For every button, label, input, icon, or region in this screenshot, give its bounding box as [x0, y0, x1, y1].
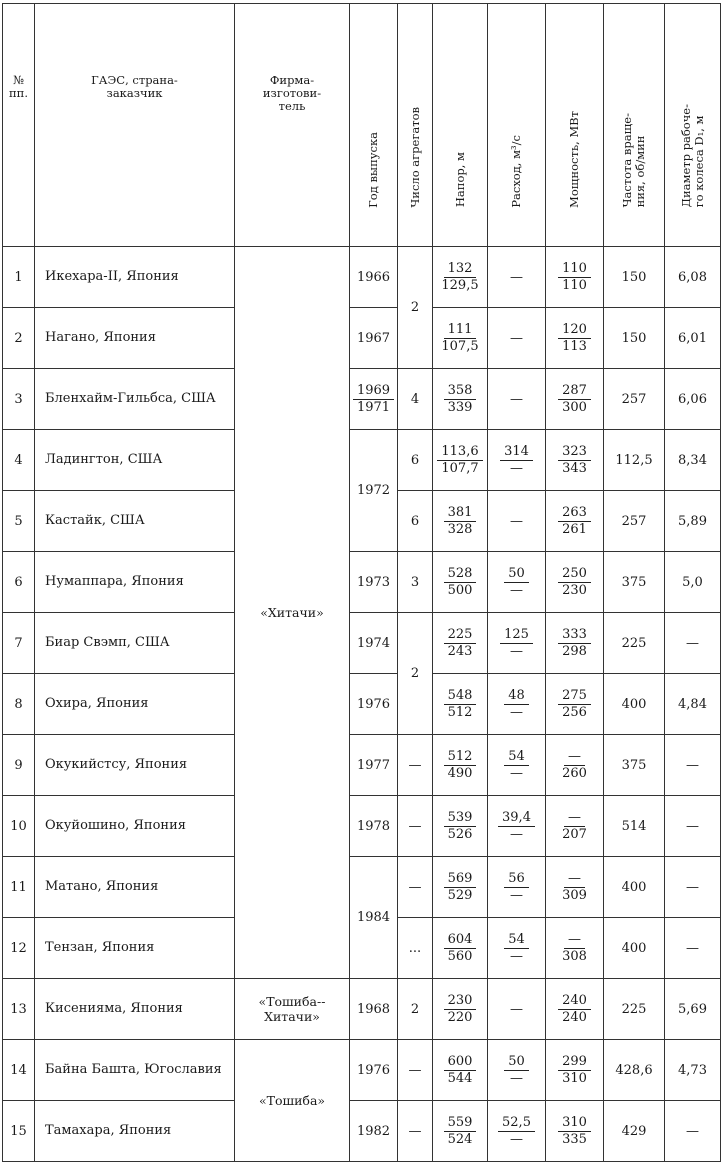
row-num: 15: [3, 1101, 35, 1162]
flow-cell: —: [488, 247, 546, 308]
year-cell: 1977: [350, 735, 398, 796]
station-name: Икехара-II, Япония: [35, 247, 235, 308]
header-year-cell: [350, 4, 398, 247]
diameter-cell: 6,06: [665, 369, 721, 430]
table-row: [3, 552, 721, 613]
head-cell: $\frac{113,6}{107,7}$: [433, 430, 488, 491]
speed-cell: 400: [604, 918, 665, 979]
year-cell: 1968: [350, 979, 398, 1040]
head-cell: $\frac{569}{529}$: [433, 857, 488, 918]
speed-cell: 429: [604, 1101, 665, 1162]
row-num: 1: [3, 247, 35, 308]
diameter-cell: 6,01: [665, 308, 721, 369]
speed-cell: 225: [604, 979, 665, 1040]
power-cell: $\frac{110}{110}$: [546, 247, 604, 308]
diameter-cell: 6,08: [665, 247, 721, 308]
speed-cell: 514: [604, 796, 665, 857]
power-cell: $\frac{287}{300}$: [546, 369, 604, 430]
station-name: Окукийстсу, Япония: [35, 735, 235, 796]
firm-toshiba-hitachi: «Тошиба-- Хитачи»: [235, 979, 350, 1040]
flow-cell: $\frac{48}{—}$: [488, 674, 546, 735]
header-year: Год выпуска: [366, 131, 380, 208]
firm-toshiba: «Тошиба»: [235, 1040, 350, 1162]
table-row: [3, 796, 721, 857]
diameter-cell: 4,73: [665, 1040, 721, 1101]
table-row: [3, 735, 721, 796]
header-units: Число агрегатов: [407, 106, 422, 208]
diameter-cell: 8,34: [665, 430, 721, 491]
flow-cell: $\frac{54}{—}$: [488, 918, 546, 979]
header-diameter-cell: [665, 4, 721, 247]
table-row: [3, 247, 721, 308]
units-cell: ...: [398, 918, 433, 979]
units-cell: —: [398, 735, 433, 796]
table-row: [3, 613, 721, 674]
table-row: [3, 1101, 721, 1162]
power-cell: $\frac{250}{230}$: [546, 552, 604, 613]
row-num: 2: [3, 308, 35, 369]
power-cell: $\frac{275}{256}$: [546, 674, 604, 735]
station-name: Кастайк, США: [35, 491, 235, 552]
row-num: 9: [3, 735, 35, 796]
head-cell: $\frac{604}{560}$: [433, 918, 488, 979]
flow-cell: $\frac{314}{—}$: [488, 430, 546, 491]
header-flow: Расход, м³/с: [509, 134, 523, 208]
header-head-cell: [433, 4, 488, 247]
speed-cell: 400: [604, 674, 665, 735]
head-cell: $\frac{539}{526}$: [433, 796, 488, 857]
speed-cell: 428,6: [604, 1040, 665, 1101]
year-cell: 1966: [350, 247, 398, 308]
station-name: Бленхайм-Гильбса, США: [35, 369, 235, 430]
header-speed: Частота враще- ния, об/мин: [620, 113, 647, 208]
header-power-cell: [546, 4, 604, 247]
row-num: 11: [3, 857, 35, 918]
flow-cell: $\frac{39,4}{—}$: [488, 796, 546, 857]
header-head: Напор, м: [452, 152, 467, 208]
speed-cell: 400: [604, 857, 665, 918]
speed-cell: 225: [604, 613, 665, 674]
year-cell: 1976: [350, 674, 398, 735]
units-cell: 2: [398, 247, 433, 369]
diameter-cell: —: [665, 796, 721, 857]
header-flow-cell: [488, 4, 546, 247]
row-num: 14: [3, 1040, 35, 1101]
diameter-cell: 4,84: [665, 674, 721, 735]
speed-cell: 257: [604, 491, 665, 552]
flow-cell: —: [488, 369, 546, 430]
flow-cell: —: [488, 979, 546, 1040]
power-cell: $\frac{—}{308}$: [546, 918, 604, 979]
row-num: 6: [3, 552, 35, 613]
header-row: [3, 4, 721, 247]
row-num: 12: [3, 918, 35, 979]
year-cell: 1978: [350, 796, 398, 857]
row-num: 13: [3, 979, 35, 1040]
header-speed-cell: [604, 4, 665, 247]
table-row: [3, 369, 721, 430]
row-num: 5: [3, 491, 35, 552]
speed-cell: 112,5: [604, 430, 665, 491]
head-cell: $\frac{111}{107,5}$: [433, 308, 488, 369]
units-cell: 2: [398, 613, 433, 735]
table-row: [3, 1040, 721, 1101]
year-cell: 1973: [350, 552, 398, 613]
station-name: Нумаппара, Япония: [35, 552, 235, 613]
year-cell: 1974: [350, 613, 398, 674]
power-cell: $\frac{323}{343}$: [546, 430, 604, 491]
diameter-cell: 5,89: [665, 491, 721, 552]
flow-cell: $\frac{56}{—}$: [488, 857, 546, 918]
head-cell: $\frac{548}{512}$: [433, 674, 488, 735]
station-name: Байна Башта, Югославия: [35, 1040, 235, 1101]
pump-turbine-table: [2, 3, 721, 1162]
units-cell: 6: [398, 491, 433, 552]
units-cell: —: [398, 1101, 433, 1162]
diameter-cell: 5,69: [665, 979, 721, 1040]
speed-cell: 375: [604, 735, 665, 796]
header-station: ГАЭС, страна- заказчик: [35, 4, 235, 247]
flow-cell: $\frac{54}{—}$: [488, 735, 546, 796]
flow-cell: —: [488, 308, 546, 369]
header-num: № пп.: [3, 4, 35, 247]
year-cell: 1976: [350, 1040, 398, 1101]
header-power: Мощность, МВт: [567, 110, 581, 208]
diameter-cell: —: [665, 613, 721, 674]
year-cell: 1967: [350, 308, 398, 369]
station-name: Матано, Япония: [35, 857, 235, 918]
header-units-cell: [398, 4, 433, 247]
firm-hitachi: «Хитачи»: [235, 247, 350, 979]
speed-cell: 150: [604, 308, 665, 369]
diameter-cell: —: [665, 1101, 721, 1162]
station-name: Ладингтон, США: [35, 430, 235, 491]
flow-cell: $\frac{125}{—}$: [488, 613, 546, 674]
flow-cell: $\frac{50}{—}$: [488, 552, 546, 613]
head-cell: $\frac{559}{524}$: [433, 1101, 488, 1162]
units-cell: 2: [398, 979, 433, 1040]
head-cell: $\frac{230}{220}$: [433, 979, 488, 1040]
row-num: 7: [3, 613, 35, 674]
year-cell: $\frac{1969}{1971}$: [350, 369, 398, 430]
year-cell: 1984: [350, 857, 398, 979]
diameter-cell: —: [665, 857, 721, 918]
power-cell: $\frac{—}{207}$: [546, 796, 604, 857]
station-name: Охира, Япония: [35, 674, 235, 735]
row-num: 10: [3, 796, 35, 857]
head-cell: $\frac{358}{339}$: [433, 369, 488, 430]
diameter-cell: 5,0: [665, 552, 721, 613]
table-row: [3, 979, 721, 1040]
row-num: 8: [3, 674, 35, 735]
power-cell: $\frac{120}{113}$: [546, 308, 604, 369]
units-cell: 6: [398, 430, 433, 491]
station-name: Тамахара, Япония: [35, 1101, 235, 1162]
flow-cell: —: [488, 491, 546, 552]
units-cell: 3: [398, 552, 433, 613]
flow-cell: $\frac{50}{—}$: [488, 1040, 546, 1101]
table-row: [3, 857, 721, 918]
head-cell: $\frac{132}{129,5}$: [433, 247, 488, 308]
units-cell: —: [398, 857, 433, 918]
speed-cell: 257: [604, 369, 665, 430]
table-row: [3, 308, 721, 369]
units-cell: —: [398, 796, 433, 857]
power-cell: $\frac{310}{335}$: [546, 1101, 604, 1162]
power-cell: $\frac{263}{261}$: [546, 491, 604, 552]
diameter-cell: —: [665, 918, 721, 979]
head-cell: $\frac{225}{243}$: [433, 613, 488, 674]
table-row: [3, 674, 721, 735]
diameter-cell: —: [665, 735, 721, 796]
table-row: [3, 430, 721, 491]
speed-cell: 150: [604, 247, 665, 308]
flow-cell: $\frac{52,5}{—}$: [488, 1101, 546, 1162]
head-cell: $\frac{381}{328}$: [433, 491, 488, 552]
head-cell: $\frac{600}{544}$: [433, 1040, 488, 1101]
power-cell: $\frac{240}{240}$: [546, 979, 604, 1040]
header-firm: Фирма- изготови- тель: [235, 4, 350, 247]
year-cell: 1982: [350, 1101, 398, 1162]
head-cell: $\frac{528}{500}$: [433, 552, 488, 613]
power-cell: $\frac{—}{309}$: [546, 857, 604, 918]
head-cell: $\frac{512}{490}$: [433, 735, 488, 796]
station-name: Нагано, Япония: [35, 308, 235, 369]
row-num: 4: [3, 430, 35, 491]
year-cell: 1972: [350, 430, 398, 552]
power-cell: $\frac{333}{298}$: [546, 613, 604, 674]
speed-cell: 375: [604, 552, 665, 613]
power-cell: $\frac{—}{260}$: [546, 735, 604, 796]
station-name: Тензан, Япония: [35, 918, 235, 979]
row-num: 3: [3, 369, 35, 430]
station-name: Биар Свэмп, США: [35, 613, 235, 674]
power-cell: $\frac{299}{310}$: [546, 1040, 604, 1101]
units-cell: —: [398, 1040, 433, 1101]
header-diameter: Диаметр рабоче- го колеса D₁, м: [678, 104, 706, 208]
units-cell: 4: [398, 369, 433, 430]
station-name: Окуйошино, Япония: [35, 796, 235, 857]
station-name: Кисенияма, Япония: [35, 979, 235, 1040]
